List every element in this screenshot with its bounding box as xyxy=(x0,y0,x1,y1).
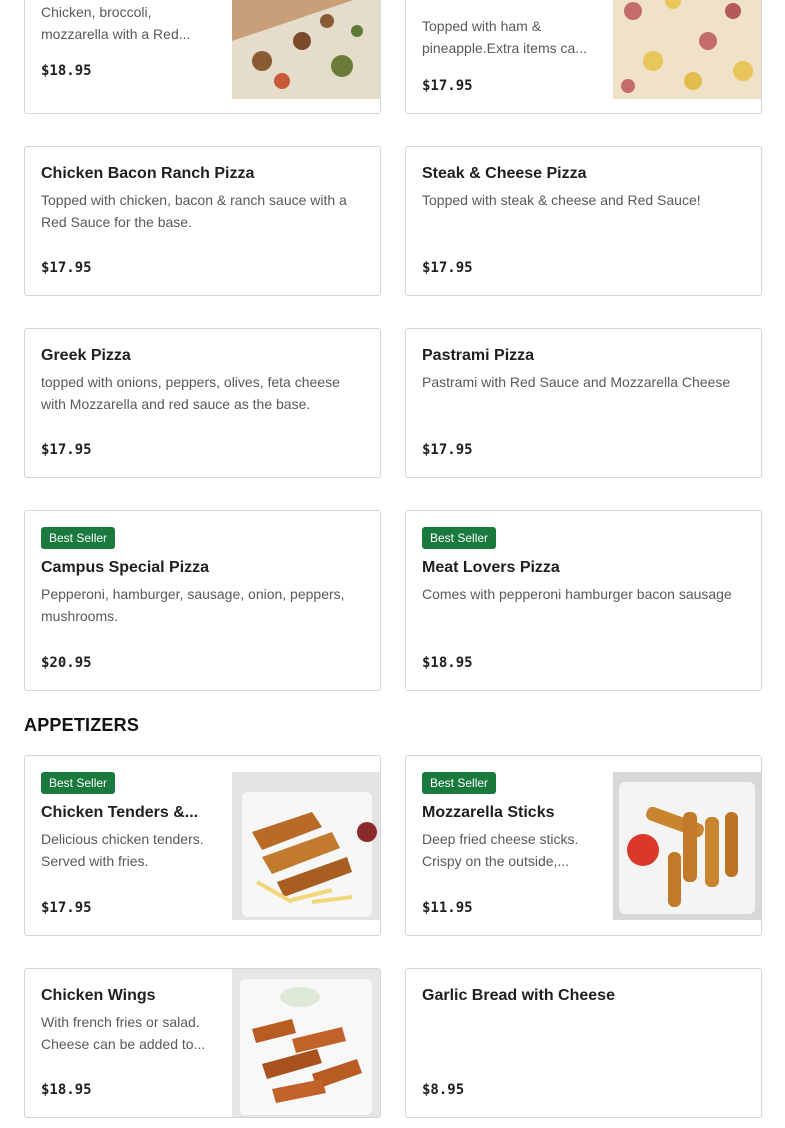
item-description: Topped with steak & cheese and Red Sauce! xyxy=(422,192,701,208)
menu-item-card[interactable] xyxy=(24,510,381,691)
item-title: Garlic Bread with Cheese xyxy=(422,987,615,1004)
item-description: Topped with chicken, bacon & ranch sauce with a Red Sauce for the base. xyxy=(41,192,347,230)
menu-item-card[interactable] xyxy=(24,755,381,936)
menu-item-card[interactable] xyxy=(405,146,762,296)
item-price: $20.95 xyxy=(41,655,92,671)
item-description: Deep fried cheese sticks. Crispy on the outside,... xyxy=(422,831,579,869)
mozzarella-sticks-photo xyxy=(613,772,761,920)
item-description: Pastrami with Red Sauce and Mozzarella Cheese xyxy=(422,374,731,390)
item-price: $17.95 xyxy=(41,260,92,276)
item-description: Pepperoni, hamburger, sausage, onion, peppers, mushrooms. xyxy=(41,586,345,624)
section-heading-appetizers: APPETIZERS xyxy=(24,715,140,735)
menu-item-card[interactable] xyxy=(24,328,381,478)
item-price: $18.95 xyxy=(41,63,92,79)
menu-item-card[interactable] xyxy=(24,0,381,114)
menu-item-card[interactable] xyxy=(405,0,762,114)
item-title: Mozzarella Sticks xyxy=(422,804,555,821)
item-price: $17.95 xyxy=(422,78,473,94)
item-description: With french fries or salad. Cheese can be added to... xyxy=(41,1014,206,1052)
item-title: Meat Lovers Pizza xyxy=(422,559,560,576)
menu-item-card[interactable] xyxy=(405,328,762,478)
best-seller-badge: Best Seller xyxy=(422,527,496,549)
item-price: $17.95 xyxy=(41,900,92,916)
item-price: $17.95 xyxy=(422,260,473,276)
item-title: Chicken Tenders &... xyxy=(41,804,199,821)
item-title: Chicken Wings xyxy=(41,987,156,1004)
item-title: Greek Pizza xyxy=(41,347,131,364)
item-price: $11.95 xyxy=(422,900,473,916)
item-price: $18.95 xyxy=(41,1082,92,1098)
best-seller-badge: Best Seller xyxy=(422,772,496,794)
best-seller-badge: Best Seller xyxy=(41,527,115,549)
item-price: $18.95 xyxy=(422,655,473,671)
item-description: Chicken, broccoli, mozzarella with a Red... xyxy=(41,4,191,42)
chicken-wings-photo xyxy=(232,969,380,1118)
menu-item-card[interactable] xyxy=(405,968,762,1118)
item-title: Pastrami Pizza xyxy=(422,347,535,364)
item-title: Steak & Cheese Pizza xyxy=(422,165,587,182)
menu-item-card[interactable] xyxy=(24,968,381,1118)
item-price: $8.95 xyxy=(422,1082,465,1098)
chicken-tenders-photo xyxy=(232,772,380,920)
menu-item-card[interactable] xyxy=(405,755,762,936)
item-description: Topped with ham & pineapple.Extra items ca... xyxy=(422,18,587,56)
best-seller-badge: Best Seller xyxy=(41,772,115,794)
item-description: Delicious chicken tenders. Served with fries. xyxy=(41,831,204,869)
item-title: Campus Special Pizza xyxy=(41,559,210,576)
item-price: $17.95 xyxy=(422,442,473,458)
pizza-photo xyxy=(613,0,761,99)
item-description: Comes with pepperoni hamburger bacon sausage xyxy=(422,586,732,602)
menu-item-card[interactable] xyxy=(405,510,762,691)
item-description: topped with onions, peppers, olives, feta cheese with Mozzarella and red sauce as the base. xyxy=(41,374,340,412)
menu-item-card[interactable] xyxy=(24,146,381,296)
item-price: $17.95 xyxy=(41,442,92,458)
pizza-photo xyxy=(232,0,380,99)
item-title: Chicken Bacon Ranch Pizza xyxy=(41,165,255,182)
